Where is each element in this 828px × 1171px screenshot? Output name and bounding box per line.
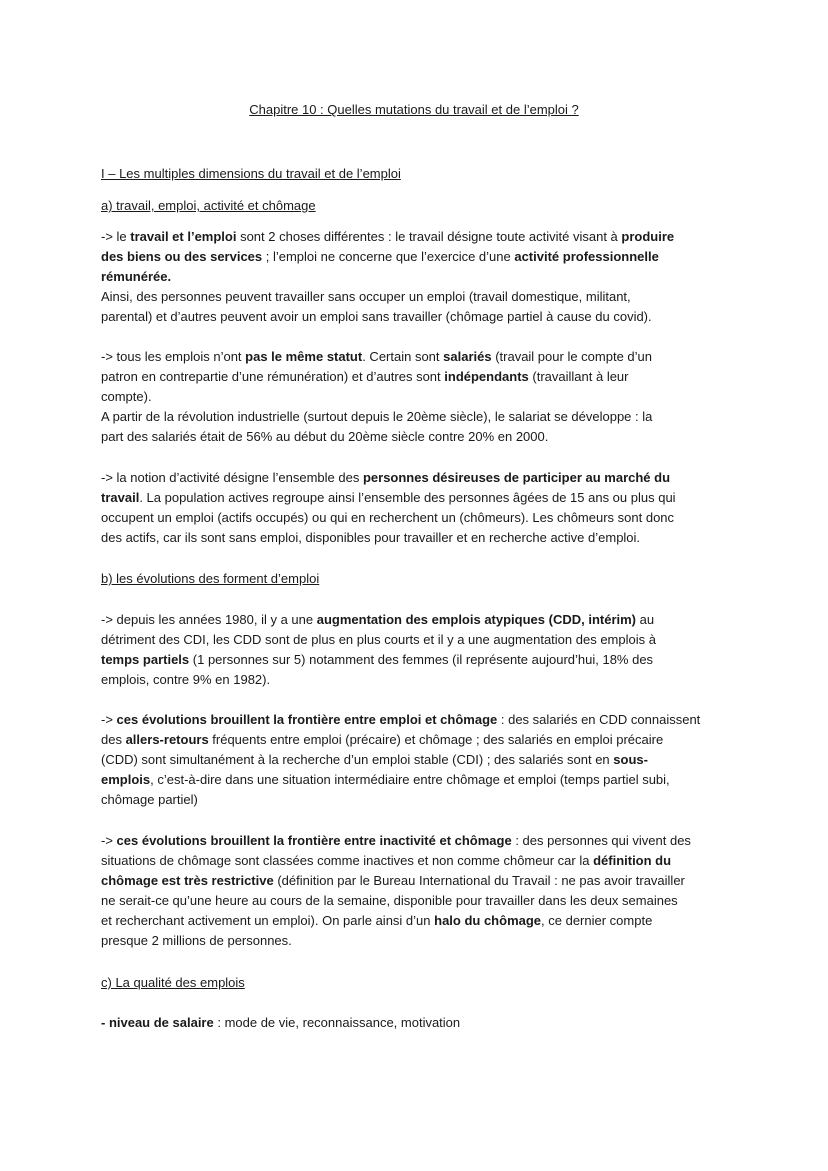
text-line [101,932,731,950]
text-segment: parental) et d’autres peuvent avoir un emploi sans travailler (chômage partiel à cause du covid). [101,309,652,324]
bold-text: rémunérée. [101,269,172,284]
text-segment: -> depuis les années 1980, il y a une [101,612,317,627]
text-segment: : des salariés en CDD connaissent [497,712,701,727]
text-segment: patron en contrepartie d’une rémunération) et d’autres sont [101,369,445,384]
bold-text: augmentation des emplois atypiques (CDD, intérim) [316,612,637,627]
bold-text: produire [621,229,675,244]
text-segment: (travaillant à leur [528,369,629,384]
subsection-heading-c: c) La qualité des emplois [101,975,245,990]
text-line [101,631,731,649]
text-line [101,248,731,266]
text-line [101,1014,731,1032]
text-segment: . Certain sont [362,349,444,364]
text-segment: -> le [101,229,131,244]
text-segment: situations de chômage sont classées comme inactives et non comme chômeur car la [101,853,594,868]
text-line [101,872,731,890]
text-segment: -> la notion d’activité désigne l’ensemble des [101,470,363,485]
text-line [101,228,731,246]
text-line [101,771,731,789]
text-line [101,428,731,446]
text-line [101,469,731,487]
section-heading-1: I – Les multiples dimensions du travail et de l’emploi [101,166,401,181]
text-segment: ; l’emploi ne concerne que l’exercice d’une [262,249,515,264]
text-line [101,509,731,527]
subsection-heading-a: a) travail, emploi, activité et chômage [101,198,316,213]
bold-text: travail et l’emploi [130,229,237,244]
bold-text: personnes désireuses de participer au marché du [362,470,671,485]
text-segment: ne serait-ce qu’une heure au cours de la semaine, disponible pour travailler dans les deux semaines [101,893,678,908]
bold-text: pas le même statut [245,349,363,364]
bold-text: emplois [101,772,151,787]
bold-text: indépendants [444,369,529,384]
subsection-heading-b: b) les évolutions des forment d’emploi [101,571,320,586]
text-line [101,611,731,629]
text-segment: , ce dernier compte [541,913,653,928]
text-segment: . La population actives regroupe ainsi l’ensemble des personnes âgées de 15 ans ou plus qui [139,490,676,505]
text-line [101,268,731,286]
bold-text: ces évolutions brouillent la frontière entre inactivité et chômage [116,833,512,848]
text-line [101,751,731,769]
text-line [101,651,731,669]
bold-text: des biens ou des services [101,249,263,264]
text-line [101,288,731,306]
text-line [101,832,731,850]
text-segment: (CDD) sont simultanément à la recherche d’un emploi stable (CDI) ; des salariés sont en [101,752,614,767]
text-segment: (1 personnes sur 5) notamment des femmes (il représente aujourd’hui, 18% des [189,652,654,667]
text-line [101,368,731,386]
text-segment: détriment des CDI, les CDD sont de plus en plus courts et il y a une augmentation des emplois à [101,632,656,647]
text-line [101,489,731,507]
bold-text: ces évolutions brouillent la frontière entre emploi et chômage [116,712,498,727]
text-segment: emplois, contre 9% en 1982). [101,672,271,687]
text-segment: : mode de vie, reconnaissance, motivation [213,1015,461,1030]
bold-text: allers-retours [125,732,209,747]
text-line [101,892,731,910]
text-line [101,671,731,689]
text-line [101,791,731,809]
text-line [101,408,731,426]
text-segment: (définition par le Bureau International du Travail : ne pas avoir travailler [273,873,685,888]
text-segment: sont 2 choses différentes : le travail désigne toute activité visant à [236,229,622,244]
text-segment: A partir de la révolution industrielle (surtout depuis le 20ème siècle), le salariat se développe : la [101,409,653,424]
text-segment: (travail pour le compte d’un [491,349,652,364]
text-segment: part des salariés était de 56% au début du 20ème siècle contre 20% en 2000. [101,429,549,444]
text-segment: au [636,612,655,627]
bold-text: travail [101,490,140,505]
bold-text: chômage est très restrictive [101,873,274,888]
bold-text: sous- [613,752,648,767]
text-line [101,731,731,749]
text-segment: : des personnes qui vivent des [511,833,691,848]
text-segment: presque 2 millions de personnes. [101,933,292,948]
text-segment: des actifs, car ils sont sans emploi, disponibles pour travailler et en recherche active d’emploi. [101,530,641,545]
chapter-title: Chapitre 10 : Quelles mutations du travail et de l’emploi ? [249,102,579,117]
text-line [101,308,731,326]
bold-text: activité professionnelle [514,249,659,264]
text-segment: -> tous les emplois n’ont [101,349,246,364]
bold-text: salariés [443,349,492,364]
bold-text: temps partiels [101,652,190,667]
text-segment: -> [101,833,117,848]
text-segment: compte). [101,389,152,404]
text-line [101,912,731,930]
text-line [101,348,731,366]
text-line [101,388,731,406]
text-line [101,852,731,870]
text-segment: chômage partiel) [101,792,198,807]
text-segment: Ainsi, des personnes peuvent travailler sans occuper un emploi (travail domestique, militant, [101,289,631,304]
bold-text: - niveau de salaire [101,1015,214,1030]
text-line [101,529,731,547]
bold-text: halo du chômage [434,913,542,928]
text-segment: -> [101,712,117,727]
text-segment: , c’est-à-dire dans une situation intermédiaire entre chômage et emploi (temps partiel subi, [150,772,670,787]
text-segment: fréquents entre emploi (précaire) et chômage ; des salariés en emploi précaire [208,732,664,747]
text-line [101,711,731,729]
text-segment: des [101,732,126,747]
text-segment: et recherchant activement un emploi). On parle ainsi d’un [101,913,435,928]
text-segment: occupent un emploi (actifs occupés) ou qui en recherchent un (chômeurs). Les chômeurs sont donc [101,510,675,525]
bold-text: définition du [593,853,672,868]
